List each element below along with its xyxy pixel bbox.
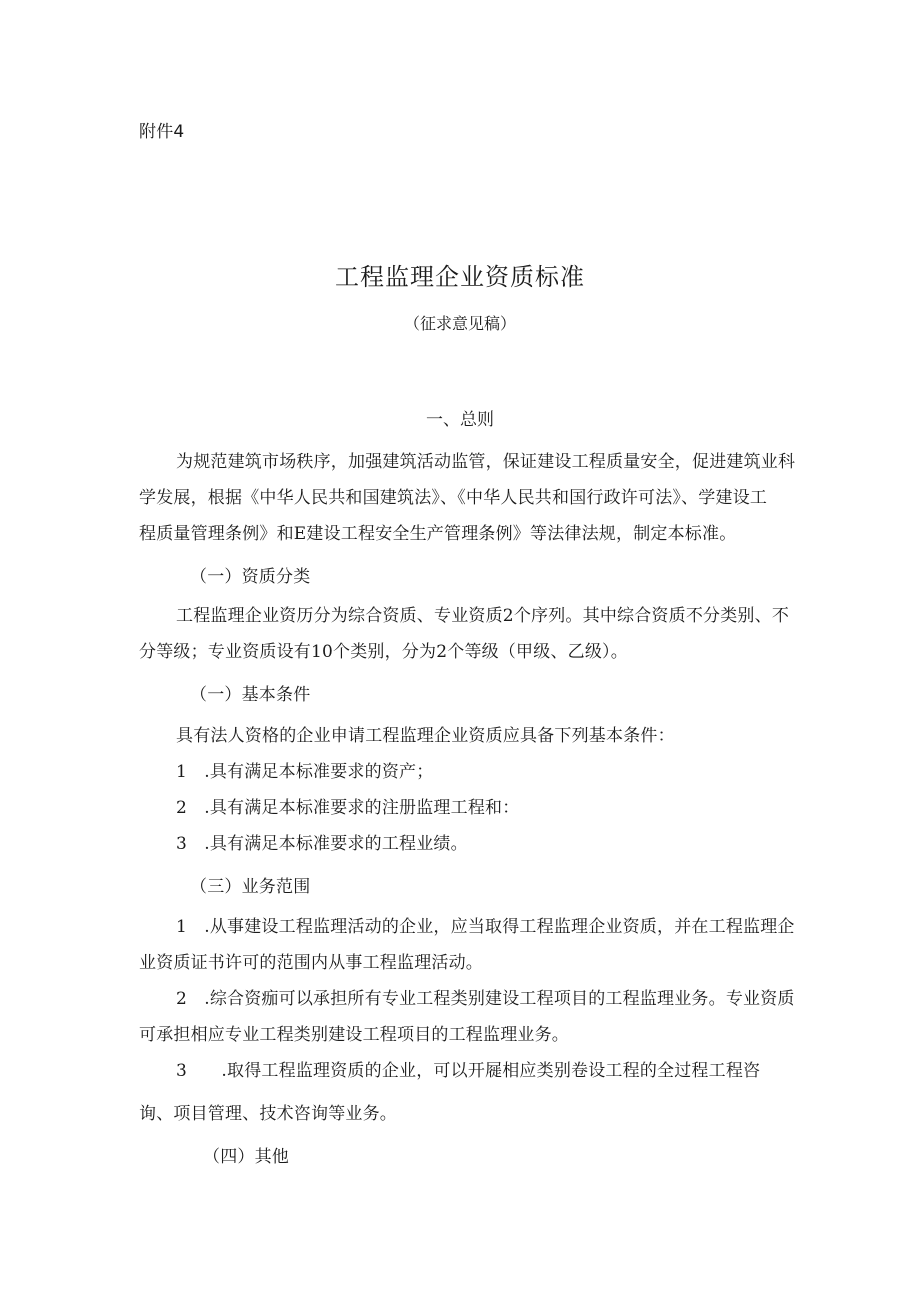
document-title: 工程监理企业资质标准 <box>335 263 585 291</box>
scope-item-3-line-2: 询、项目管理、技术咨询等业务。 <box>139 1104 397 1124</box>
scope-item-2-line-1: 2 .综合资痂可以承担所有专业工程类别建设工程项目的工程监理业务。专业资质 <box>176 989 795 1009</box>
scope-item-1-line-2: 业资质证书许可的范围内从事工程监理活动。 <box>139 953 483 973</box>
basic-item-1: 1 .具有满足本标准要求的资产； <box>176 762 434 782</box>
basic-item-3: 3 .具有满足本标准要求的工程业绩。 <box>176 834 468 854</box>
classification-line-2: 分等级；专业资质设有10个类别，分为2个等级（甲级、乙级）。 <box>139 642 628 662</box>
subheading-basic-conditions: （一）基本条件 <box>190 685 311 705</box>
section-heading-general: 一、总则 <box>426 410 494 430</box>
intro-line-3: 程质量管理条例》和E建设工程安全生产管理条例》等法律法规，制定本标准。 <box>139 524 737 544</box>
subheading-other: （四）其他 <box>203 1147 289 1167</box>
basic-item-2: 2 .具有满足本标准要求的注册监理工程和： <box>176 798 520 818</box>
scope-item-2-line-2: 可承担相应专业工程类别建设工程项目的工程监理业务。 <box>139 1025 569 1045</box>
intro-line-2: 学发展，根据《中华人民共和国建筑法》、《中华人民共和国行政许可法》、学建设工 <box>139 488 768 508</box>
document-subtitle: （征求意见稿） <box>403 314 516 333</box>
subheading-classification: （一）资质分类 <box>190 567 311 587</box>
intro-line-1: 为规范建筑市场秩序，加强建筑活动监管，保证建设工程质量安全，促进建筑业科 <box>176 452 796 472</box>
basic-conditions-intro: 具有法人资格的企业申请工程监理企业资质应具备下列基本条件： <box>176 726 675 746</box>
scope-item-3-line-1: 3 .取得工程监理资质的企业，可以开屣相应类别卷设工程的全过程工程咨 <box>176 1061 761 1081</box>
classification-line-1: 工程监理企业资历分为综合资质、专业资质2个序列。其中综合资质不分类别、不 <box>176 606 790 626</box>
attachment-label: 附件4 <box>139 122 185 142</box>
scope-item-1-line-1: 1 .从事建设工程监理活动的企业，应当取得工程监理企业资质，并在工程监理企 <box>176 917 795 937</box>
subheading-business-scope: （三）业务范围 <box>190 877 311 897</box>
